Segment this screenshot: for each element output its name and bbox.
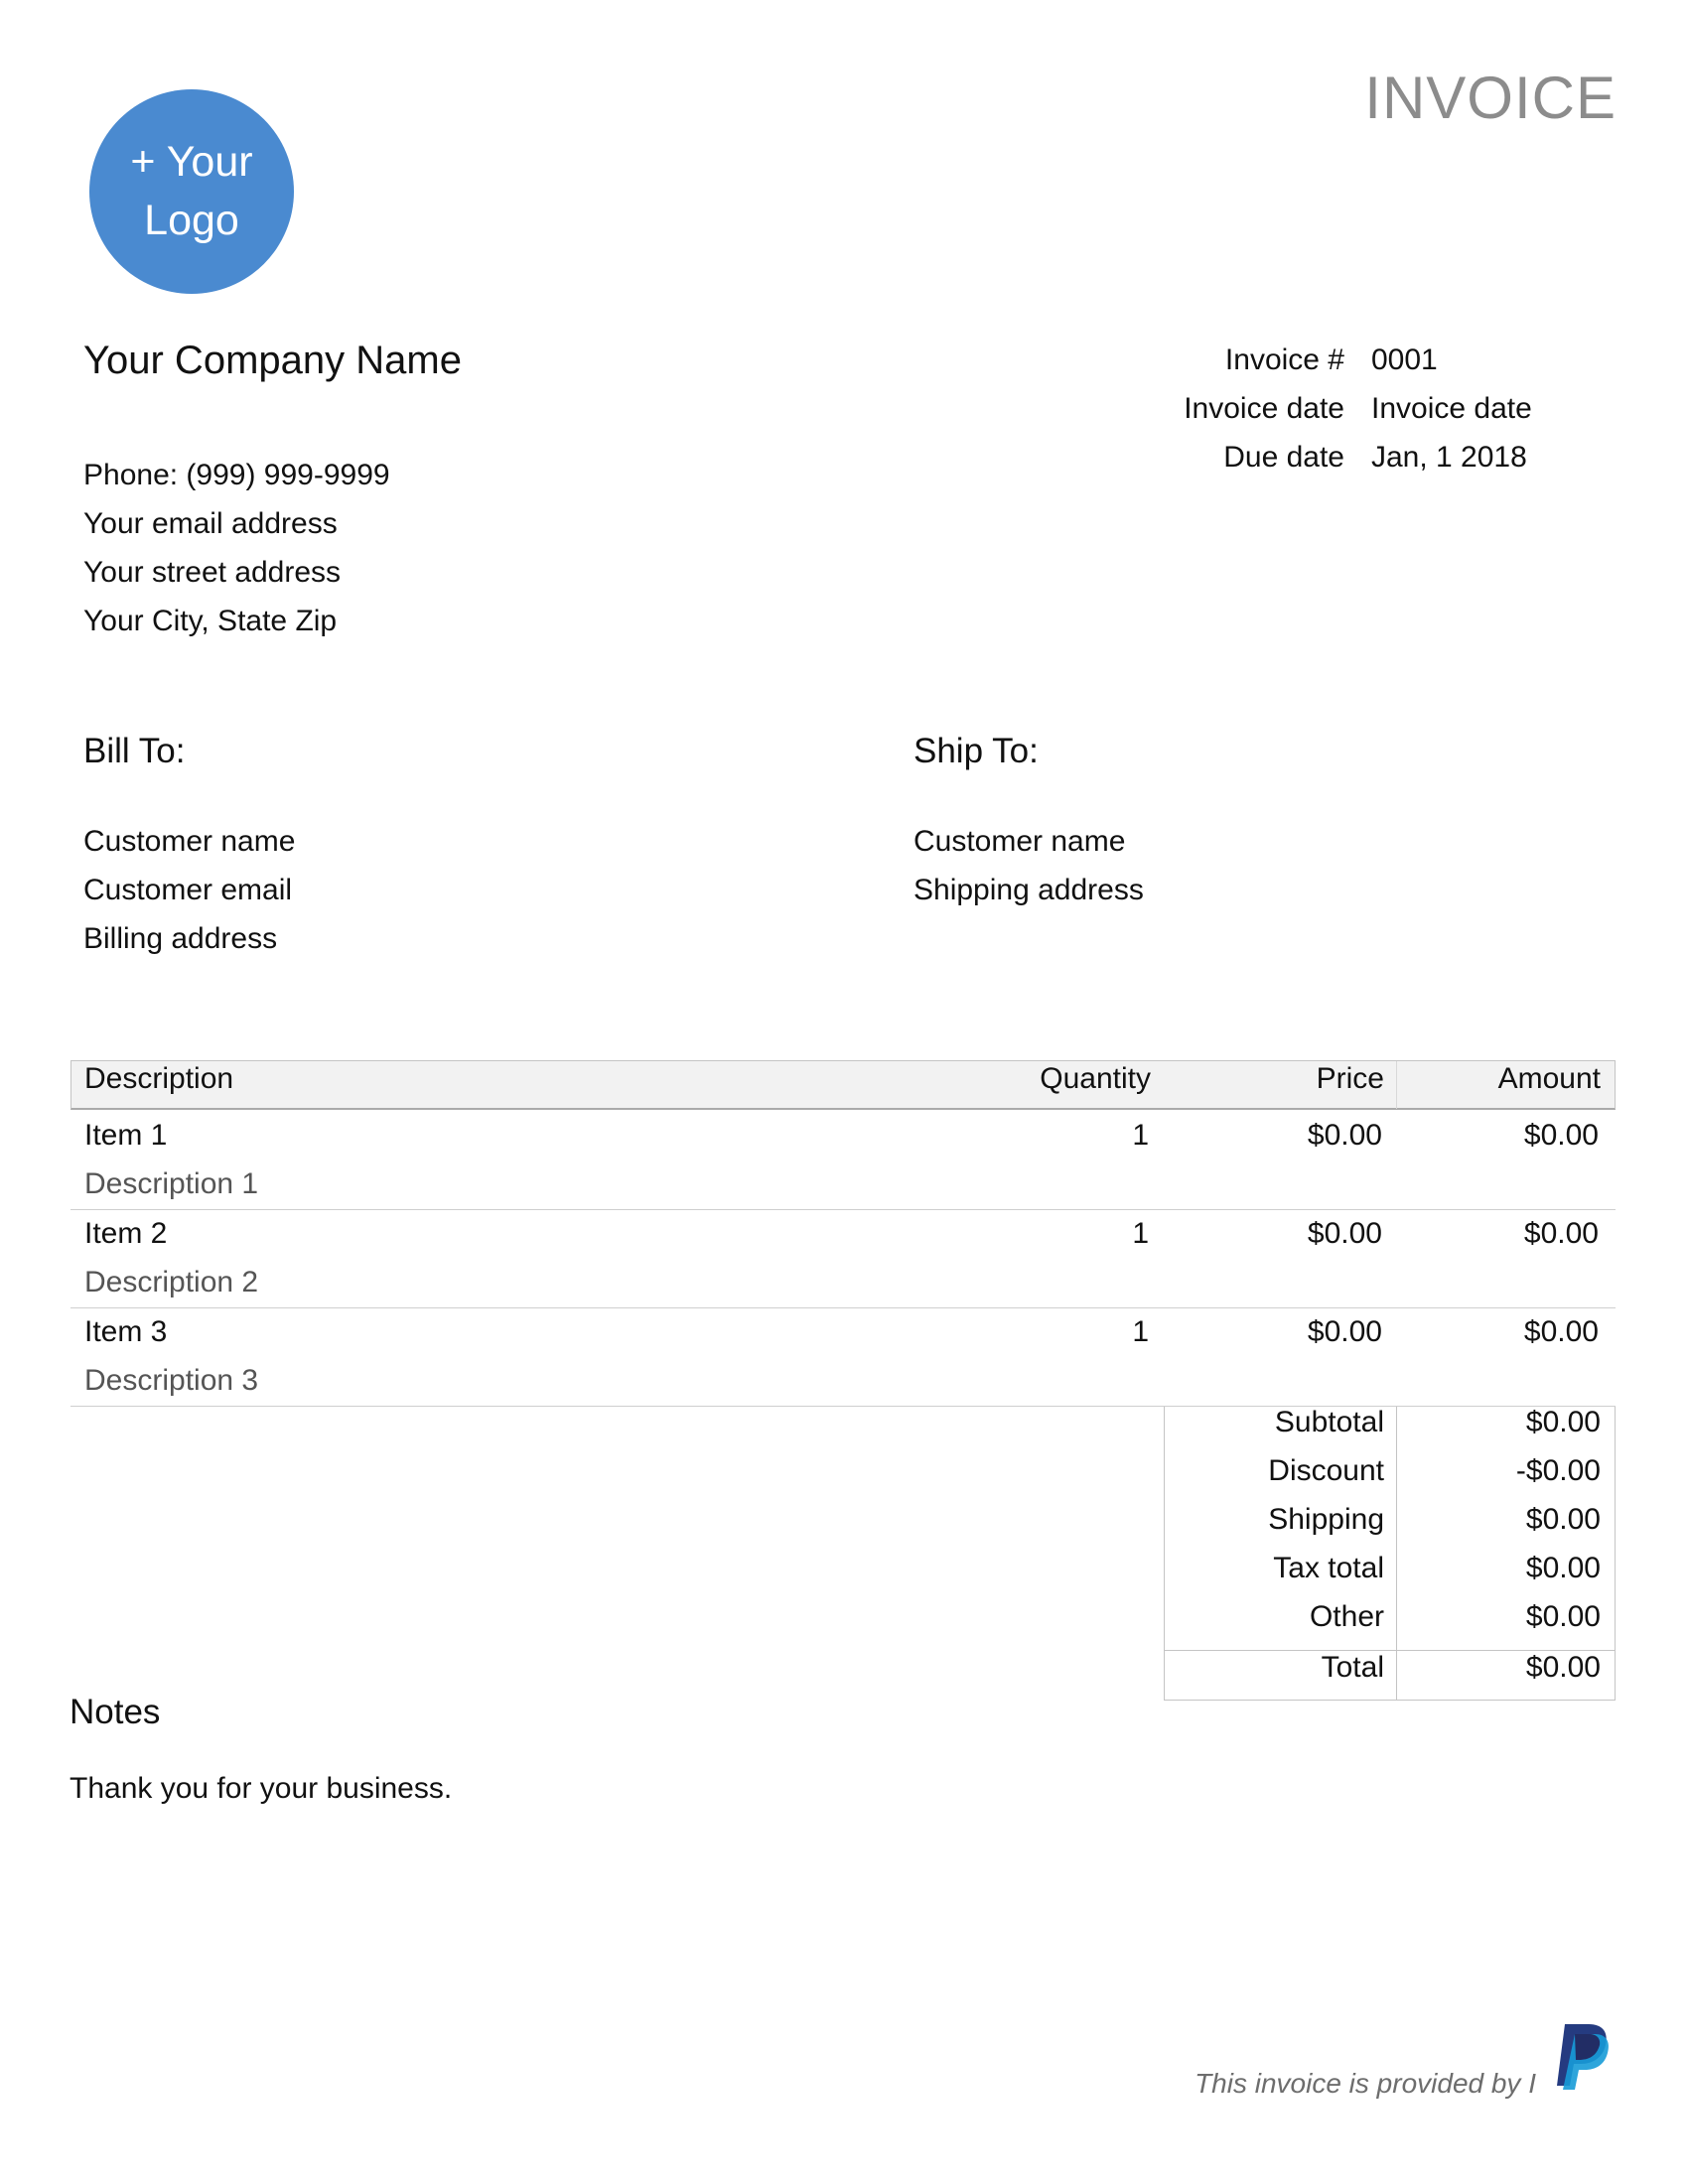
item-name: Item 1 [84,1119,168,1152]
ship-to-address: Shipping address [914,874,1144,906]
tax-total-label: Tax total [1273,1552,1384,1584]
company-phone: Phone: (999) 999-9999 [83,459,390,491]
discount-value: -$0.00 [1515,1454,1601,1487]
column-header-quantity: Quantity [1040,1062,1151,1095]
total-label: Total [1321,1651,1384,1684]
paypal-icon [1551,2020,1611,2090]
bill-to-name: Customer name [83,825,296,858]
invoice-number-label: Invoice # [1224,343,1344,376]
column-header-amount: Amount [1497,1062,1601,1095]
table-row [70,1209,1616,1308]
item-description: Description 3 [84,1364,259,1397]
bill-to-heading: Bill To: [83,732,186,770]
item-amount: $0.00 [1523,1217,1599,1250]
totals-labels [1268,1398,1384,1692]
other-label: Other [1309,1600,1384,1633]
due-date-value: Jan, 1 2018 [1371,441,1527,474]
company-details [83,451,390,645]
item-name: Item 2 [84,1217,168,1250]
shipping-label: Shipping [1268,1503,1384,1536]
company-email: Your email address [83,507,338,540]
item-name: Item 3 [84,1315,168,1348]
item-description: Description 1 [84,1167,259,1200]
invoice-meta-values [1371,336,1532,481]
item-price: $0.00 [1307,1315,1382,1348]
total-value: $0.00 [1525,1651,1601,1684]
subtotal-label: Subtotal [1274,1406,1384,1438]
footer-attribution: This invoice is provided by I [1195,2068,1536,2099]
subtotal-value: $0.00 [1525,1406,1601,1438]
table-row [70,1307,1616,1407]
item-quantity: 1 [1132,1315,1149,1348]
shipping-value: $0.00 [1525,1503,1601,1536]
item-description: Description 2 [84,1266,259,1298]
item-quantity: 1 [1132,1217,1149,1250]
item-amount: $0.00 [1523,1315,1599,1348]
discount-label: Discount [1268,1454,1384,1487]
item-amount: $0.00 [1523,1119,1599,1152]
ship-to-block [914,817,1144,914]
totals-values [1516,1398,1601,1692]
item-price: $0.00 [1307,1217,1382,1250]
company-street: Your street address [83,556,342,589]
company-city: Your City, State Zip [83,605,338,637]
logo-placeholder[interactable] [89,89,294,294]
totals-divider [1396,1407,1397,1701]
bill-to-address: Billing address [83,922,278,955]
column-header-description: Description [84,1062,234,1095]
document-title: INVOICE [1364,65,1617,131]
invoice-date-label: Invoice date [1184,392,1344,425]
tax-total-value: $0.00 [1525,1552,1601,1584]
invoice-meta-labels [1184,336,1344,481]
item-quantity: 1 [1132,1119,1149,1152]
other-value: $0.00 [1525,1600,1601,1633]
ship-to-name: Customer name [914,825,1126,858]
logo-text: + Your Logo [130,138,253,244]
due-date-label: Due date [1223,441,1344,474]
table-row [70,1111,1616,1210]
invoice-number-value: 0001 [1371,343,1438,376]
item-price: $0.00 [1307,1119,1382,1152]
ship-to-heading: Ship To: [914,732,1039,770]
company-name: Your Company Name [83,339,462,382]
invoice-date-value: Invoice date [1371,392,1532,425]
column-header-price: Price [1316,1062,1384,1095]
notes-text: Thank you for your business. [70,1772,453,1805]
bill-to-block [83,817,295,963]
notes-heading: Notes [70,1693,161,1731]
header-divider [1396,1061,1397,1109]
bill-to-email: Customer email [83,874,293,906]
